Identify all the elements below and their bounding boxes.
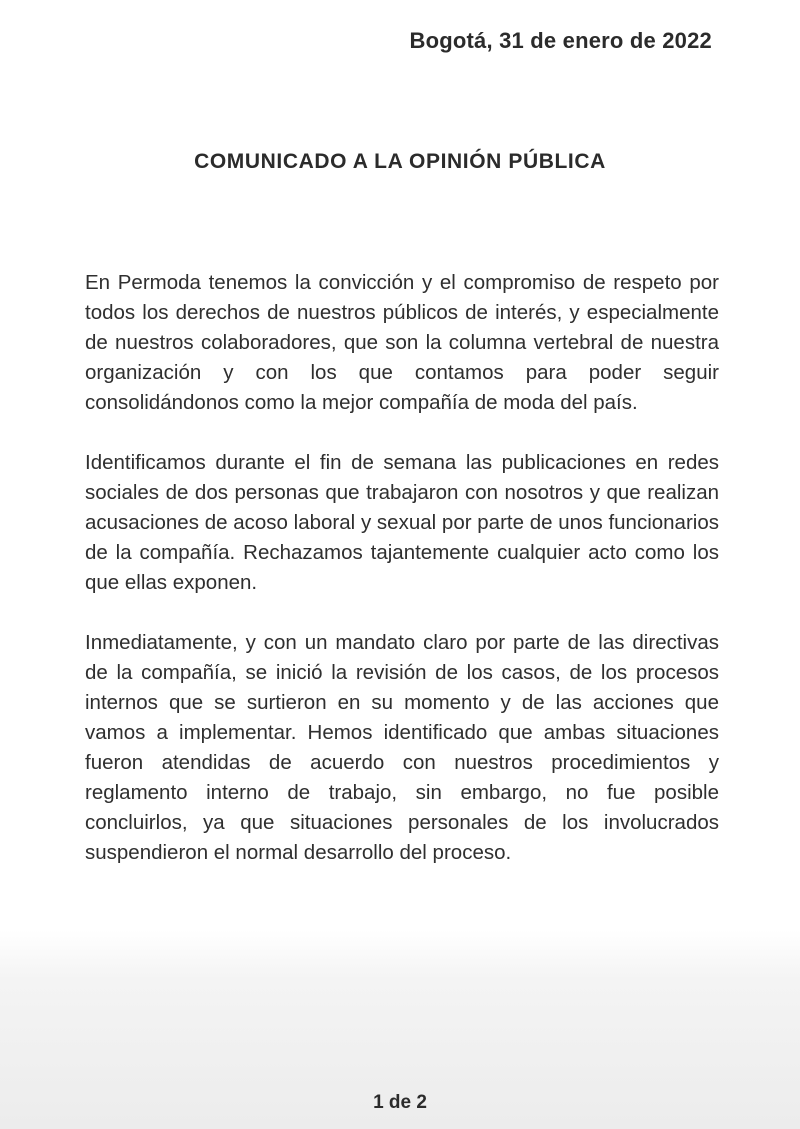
paragraph-intro: En Permoda tenemos la convicción y el compromiso de respeto por todos los derechos de nuestros públicos de interés, y especialmente de nuestros colaboradores, que son la columna vertebral de nuestra organización y con los que contamos para poder seguir consolidándonos como la mejor compañía de moda del país.: [85, 271, 719, 414]
paragraph-identification: Identificamos durante el fin de semana las publicaciones en redes sociales de dos personas que trabajaron con nosotros y que realizan acusaciones de acoso laboral y sexual por parte de unos funcionarios de la compañía. Rechazamos tajantemente cualquier acto como los que ellas exponen.: [85, 451, 719, 594]
document-date: Bogotá, 31 de enero de 2022: [409, 28, 712, 53]
document-title: COMUNICADO A LA OPINIÓN PÚBLICA: [194, 150, 606, 173]
paragraph-review: Inmediatamente, y con un mandato claro por parte de las directivas de la compañía, se inició la revisión de los casos, de los procesos internos que se surtieron en su momento y de las acciones que vamos a implementar. Hemos identificado que ambas situaciones fueron atendidas de acuerdo con nuestros procedimientos y reglamento interno de trabajo, sin embargo, no fue posible concluirlos, ya que situaciones personales de los involucrados suspendieron el normal desarrollo del proceso.: [85, 631, 719, 864]
page-number: 1 de 2: [373, 1092, 427, 1113]
document-body: [85, 268, 719, 898]
